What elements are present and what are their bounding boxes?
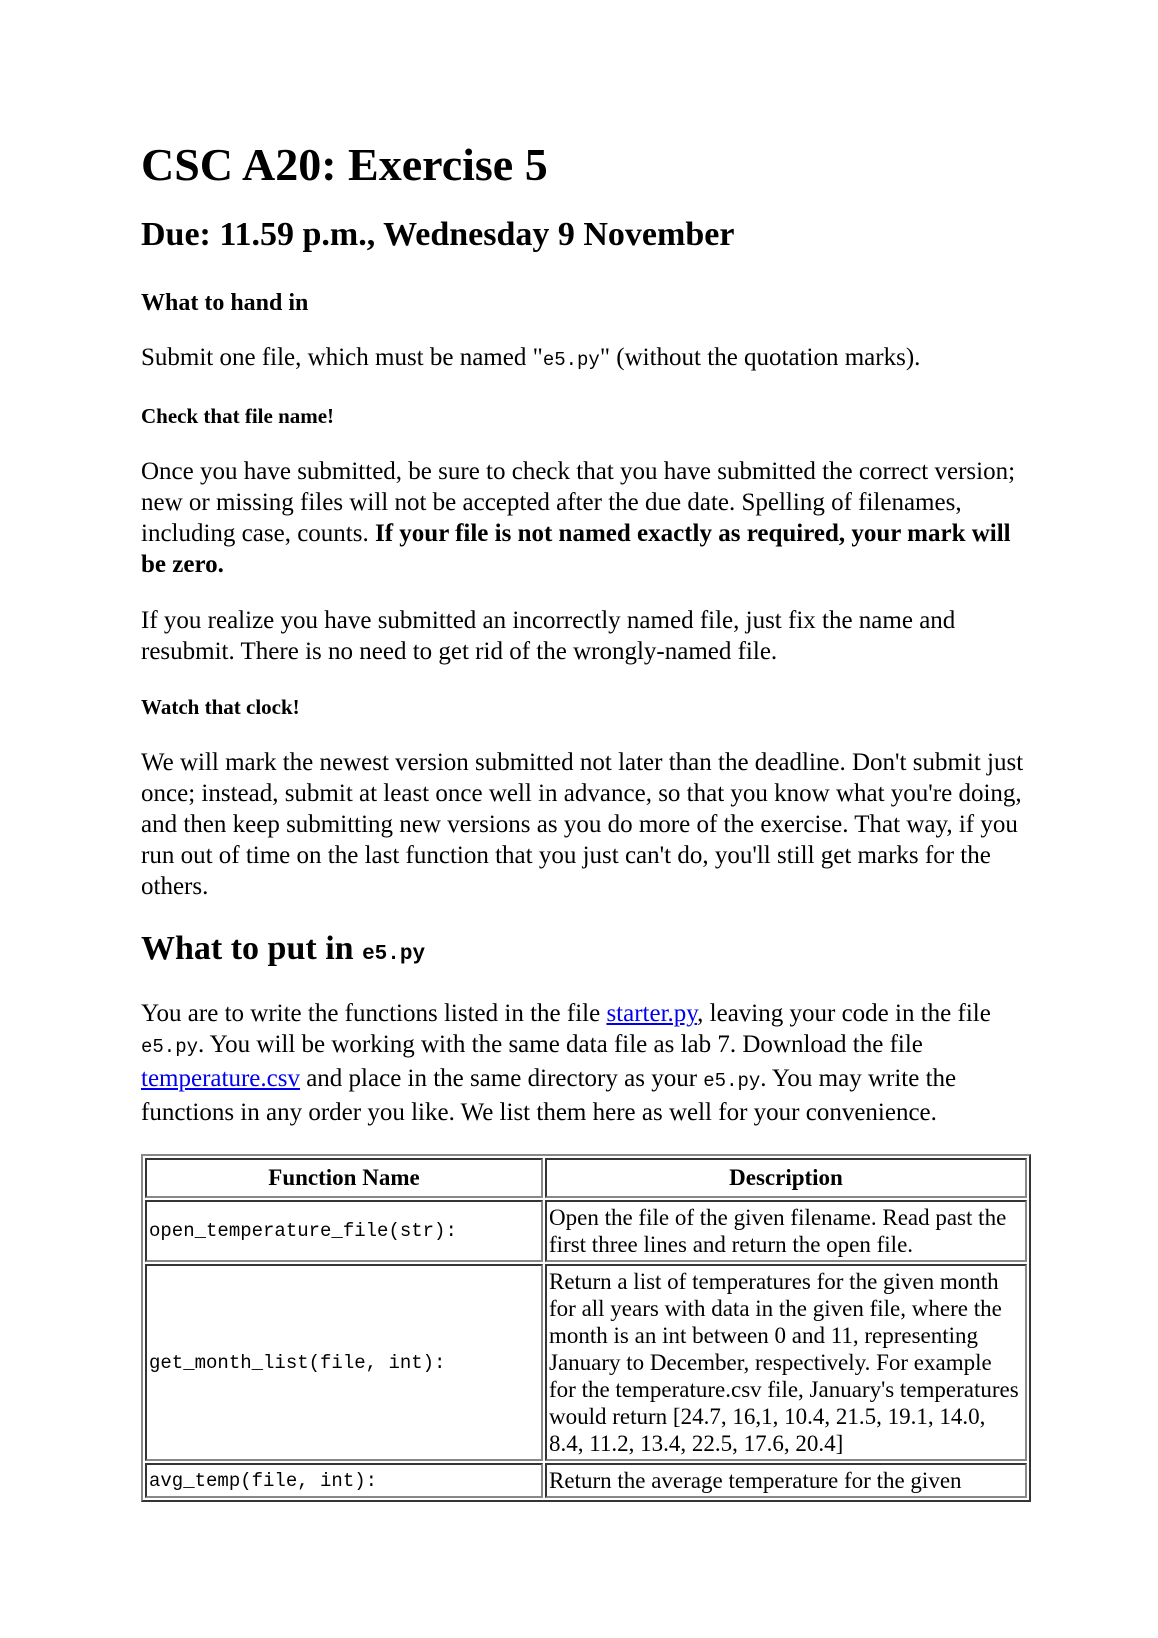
check-paragraph	[141, 456, 1031, 580]
column-header-description: Description	[545, 1158, 1027, 1198]
clock-paragraph: We will mark the newest version submitted not later than the deadline. Don't submit just once; instead, submit at least once well in advance, so that you know what you're doing, and then keep submitting new versions as you do more of the exercise. That way, if you run out of time on the last function that you just can't do, you'll still get marks for the others.	[141, 749, 1024, 900]
instructions-text-3: . You will be working with the same data file as lab 7. Download the file	[198, 1031, 923, 1058]
instructions-text-1: You are to write the functions listed in the file	[141, 1000, 607, 1027]
starter-link[interactable]: starter.py	[606, 1000, 698, 1027]
temperature-csv-link[interactable]: temperature.csv	[141, 1065, 300, 1092]
table-row	[145, 1264, 1027, 1461]
table-row	[145, 1463, 1027, 1498]
submit-text-post: " (without the quotation marks).	[599, 344, 921, 371]
document-page	[141, 136, 1031, 1502]
put-in-heading	[141, 928, 1031, 976]
function-name-cell: get_month_list(file, int):	[145, 1264, 543, 1461]
table-header-row	[145, 1158, 1027, 1198]
function-description-cell: Return the average temperature for the given	[545, 1463, 1027, 1498]
resubmit-paragraph: If you realize you have submitted an incorrectly named file, just fix the name and resubmit. There is no need to get rid of the wrongly-named file.	[141, 607, 956, 665]
function-name-cell: avg_temp(file, int):	[145, 1463, 543, 1498]
submit-filename: e5.py	[542, 349, 600, 371]
instructions-filename-1: e5.py	[141, 1036, 199, 1058]
instructions-text-5: . You may write the functions in any order you like. We list them here as well for your convenience.	[141, 1065, 957, 1126]
instructions-paragraph	[141, 998, 1031, 1128]
check-filename-heading: Check that file name!	[141, 404, 335, 428]
put-in-heading-text: What to put in	[141, 930, 363, 967]
put-in-heading-file: e5.py	[362, 943, 426, 966]
function-description-cell: Return a list of temperatures for the given month for all years with data in the given file, where the month is an int between 0 and 11, representing January to December, respectively. For example for the temperature.csv file, January's temperatures would return [24.7, 16,1, 10.4, 21.5, 19.1, 14.0, 8.4, 11.2, 13.4, 22.5, 17.6, 20.4]	[545, 1264, 1027, 1461]
hand-in-heading: What to hand in	[141, 290, 309, 316]
instructions-text-4: and place in the same directory as your	[299, 1065, 704, 1092]
page-title: CSC A20: Exercise 5	[141, 139, 548, 190]
check-paragraph-text: Once you have submitted, be sure to check that you have submitted the correct version; new or missing files will not be accepted after the due date. Spelling of filenames, including case, counts.	[141, 458, 1016, 547]
watch-clock-heading: Watch that clock!	[141, 695, 300, 719]
due-date-heading: Due: 11.59 p.m., Wednesday 9 November	[141, 216, 735, 253]
instructions-text-2: , leaving your code in the file	[697, 1000, 991, 1027]
column-header-function-name: Function Name	[145, 1158, 543, 1198]
submit-paragraph	[141, 342, 1031, 376]
function-description-cell: Open the file of the given filename. Read past the first three lines and return the open file.	[545, 1200, 1027, 1262]
submit-text-pre: Submit one file, which must be named "	[141, 344, 543, 371]
table-row	[145, 1200, 1027, 1262]
instructions-filename-2: e5.py	[703, 1070, 761, 1092]
function-name-cell: open_temperature_file(str):	[145, 1200, 543, 1262]
functions-table	[141, 1154, 1031, 1502]
check-paragraph-warning: If your file is not named exactly as required, your mark will be zero.	[141, 520, 1011, 578]
